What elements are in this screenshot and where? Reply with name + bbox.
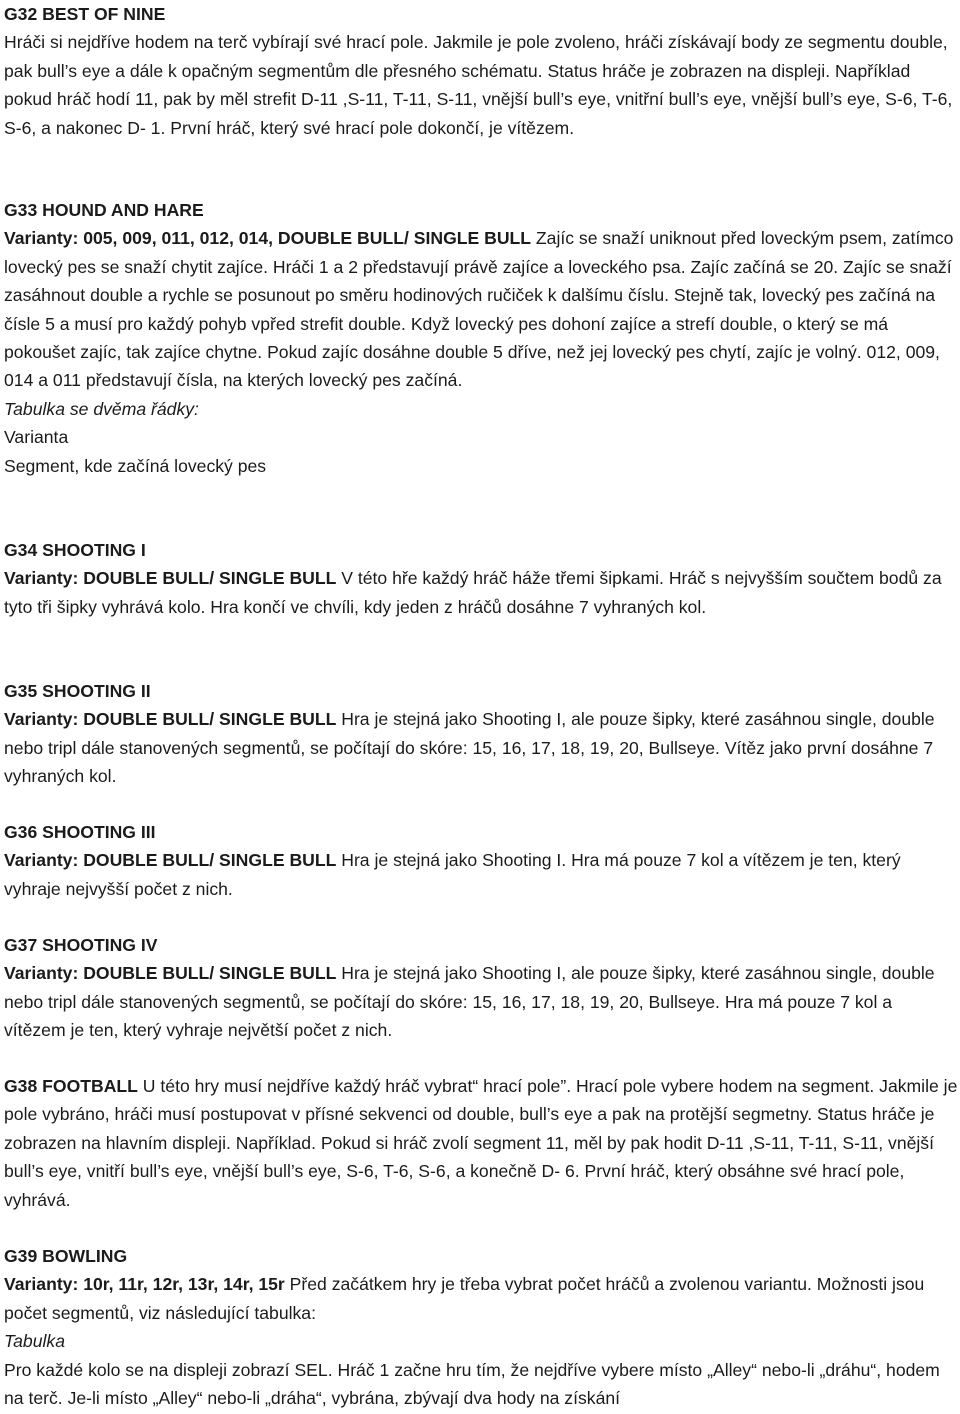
section-body: Hráči si nejdříve hodem na terč vybírají své hrací pole. Jakmile je pole zvoleno, hráči získávají body ze segmentu double, pak bull’s eye a dále k opačným segmentům dle přesného schématu. Status hráče je zobrazen na displeji. Například pokud hráč hodí 11, pak by měl strefit D-11 ,S-11, T-11, S-11, vnější bull’s eye, vnitřní bull’s eye, vnější bull’s eye, S-6, T-6, S-6, a nakonec D- 1. První hráč, který své hrací pole dokončí, je vítězem. [4, 32, 953, 138]
section-g34 [4, 536, 958, 621]
section-body [4, 959, 958, 1044]
section-text: Před začátkem hry je třeba vybrat počet hráčů a zvolenou variantu. Možnosti jsou počet segmentů, viz následující tabulka: [4, 1274, 925, 1323]
variants-label: Varianty: 005, 009, 011, 012, 014, DOUBLE BULL/ SINGLE BULL [4, 228, 532, 249]
variants-label: Varianty: DOUBLE BULL/ SINGLE BULL [4, 963, 337, 984]
section-text: V této hře každý hráč háže třemi šipkami. Hráč s nejvyšším součtem bodů za tyto tři šipky vyhrává kolo. Hra končí ve chvíli, kdy jeden z hráčů dosáhne 7 vyhraných kol. [4, 568, 942, 617]
section-body [4, 564, 958, 621]
variants-label: Varianty: DOUBLE BULL/ SINGLE BULL [4, 568, 337, 589]
section-text: Zajíc se snaží uniknout před loveckým psem, zatímco lovecký pes se snaží chytit zajíce. Hráči 1 a 2 představují právě zajíce a loveckého psa. Zajíc začíná se 20. Zajíc se snaží zasáhnout double a rychle se posunout po směru hodinových ručiček k dalšímu číslu. Stejně tak, lovecký pes začíná na čísle 5 a musí pro každý pohyb vpřed strefit double. Když lovecký pes dohoní zajíce a strefí double, o který se má pokoušet zajíc, tak zajíce chytne. Pokud zajíc dosáhne double 5 dříve, než jej lovecký pes chytí, zajíc je volný. 012, 009, 014 a 011 představují čísla, na kterých lovecký pes začíná. [4, 228, 954, 391]
section-g39 [4, 1242, 958, 1412]
section-title: G36 SHOOTING III [4, 822, 156, 842]
variants-label: Varianty: DOUBLE BULL/ SINGLE BULL [4, 709, 337, 730]
variants-label: Varianty: DOUBLE BULL/ SINGLE BULL [4, 850, 337, 871]
section-body [4, 846, 958, 903]
section-title: G35 SHOOTING II [4, 681, 151, 701]
section-g36 [4, 818, 958, 903]
section-title: G33 HOUND AND HARE [4, 200, 204, 220]
section-body-continued: Pro každé kolo se na displeji zobrazí SEL. Hráč 1 začne hru tím, že nejdříve vybere místo „Alley“ nebo-li „dráhu“, hodem na terč. Je-li místo „Alley“ nebo-li „dráha“, vybrána, zbývají dva hody na získání [4, 1359, 940, 1409]
section-g38 [4, 1072, 958, 1214]
section-g32 [4, 0, 958, 142]
section-g35 [4, 677, 958, 791]
section-title: G34 SHOOTING I [4, 540, 146, 560]
table-row-2: Segment, kde začíná lovecký pes [4, 455, 267, 476]
section-title: G37 SHOOTING IV [4, 935, 158, 955]
section-text: Hra je stejná jako Shooting I, ale pouze šipky, které zasáhnou single, double nebo tripl dále stanovených segmentů, se počítají do skóre: 15, 16, 17, 18, 19, 20, Bullseye. Hra má pouze 7 kol a vítězem je ten, který vyhraje největší počet z nich. [4, 963, 935, 1041]
section-body [4, 1072, 958, 1214]
section-title: G39 BOWLING [4, 1246, 128, 1266]
section-text: U této hry musí nejdříve každý hráč vybrat“ hrací pole”. Hrací pole vybere hodem na segment. Jakmile je pole vybráno, hráči musí postupovat v přísné sekvenci od double, bull’s eye a pak na protější segmetny. Status hráče je zobrazen na hlavním displeji. Například. Pokud si hráč zvolí segment 11, měl by pak hodit D-11 ,S-11, T-11, S-11, vnější bull’s eye, vnitří bull’s eye, vnější bull’s eye, S-6, T-6, S-6, a konečně D- 6. První hráč, který obsáhne své hrací pole, vyhrává. [4, 1076, 958, 1210]
table-caption: Tabulka se dvěma řádky: [4, 398, 199, 419]
section-g37 [4, 931, 958, 1045]
section-text: Hra je stejná jako Shooting I, ale pouze šipky, které zasáhnou single, double nebo tripl dále stanovených segmentů, se počítají do skóre: 15, 16, 17, 18, 19, 20, Bullseye. Vítěz jako první dosáhne 7 vyhraných kol. [4, 709, 935, 787]
section-text: Hra je stejná jako Shooting I. Hra má pouze 7 kol a vítězem je ten, který vyhraje nejvyšší počet z nich. [4, 850, 901, 899]
table-row-1: Varianta [4, 427, 69, 448]
section-body [4, 705, 958, 790]
table-caption: Tabulka [4, 1331, 65, 1352]
section-title: G32 BEST OF NINE [4, 4, 166, 24]
section-body [4, 224, 958, 394]
section-g33 [4, 196, 958, 480]
section-title: G38 FOOTBALL [4, 1076, 138, 1096]
variants-label: Varianty: 10r, 11r, 12r, 13r, 14r, 15r [4, 1274, 285, 1295]
section-body [4, 1270, 958, 1327]
